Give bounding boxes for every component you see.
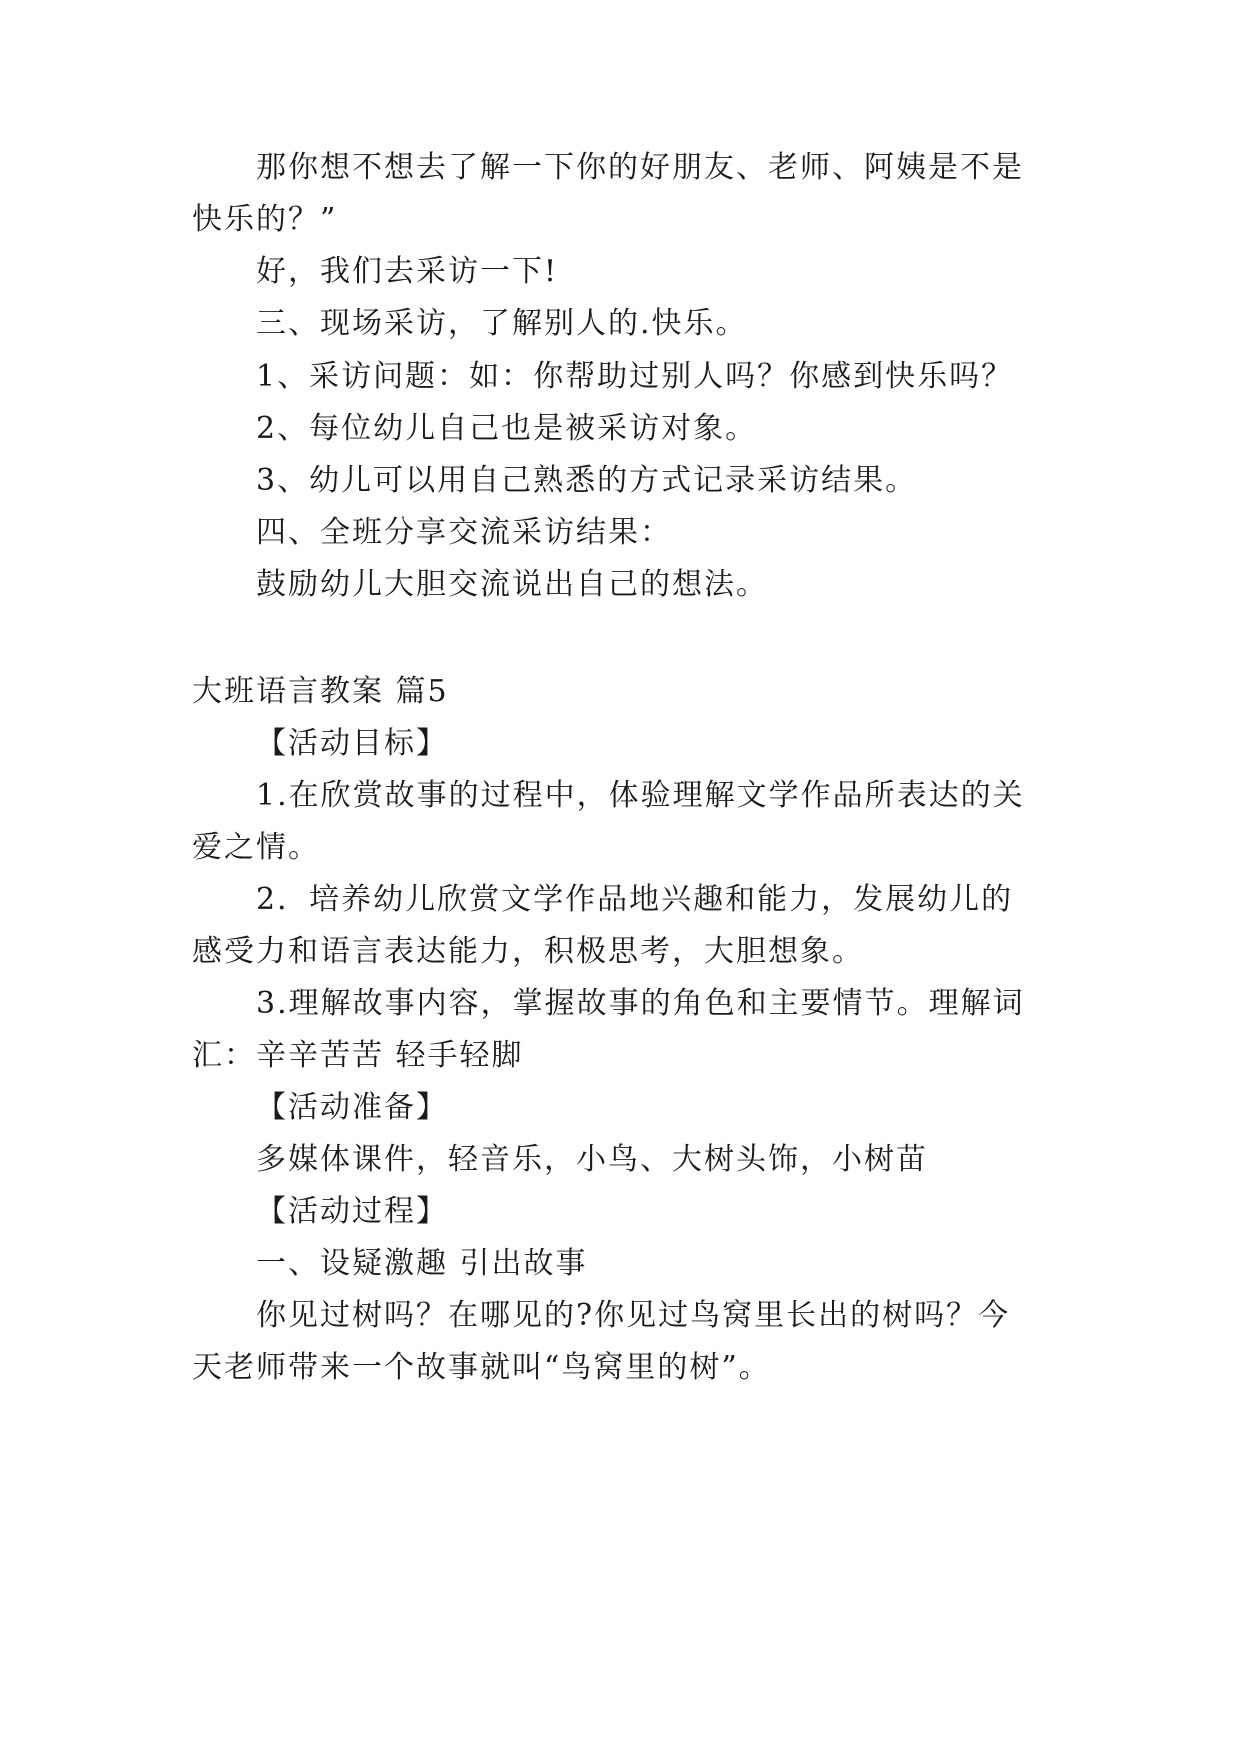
section-heading: 三、现场采访，了解别人的.快乐。 [256,306,748,341]
lesson-title: 大班语言教案 篇5 [192,674,449,709]
paragraph-line: 你见过树吗？在哪见的?你见过鸟窝里长出的树吗？今 [256,1298,1011,1333]
section-heading: 【活动准备】 [256,1090,448,1125]
paragraph-line: 鼓励幼儿大胆交流说出自己的想法。 [256,567,768,602]
list-item: 2、每位幼儿自己也是被采访对象。 [256,411,758,446]
section-heading: 【活动目标】 [256,726,448,761]
paragraph-line: 好，我们去采访一下! [256,254,559,289]
list-item: 3.理解故事内容，掌握故事的角色和主要情节。理解词 [256,986,1025,1021]
section-heading: 四、全班分享交流采访结果： [256,515,672,550]
paragraph-line: 感受力和语言表达能力，积极思考，大胆想象。 [192,934,864,969]
section-heading: 一、设疑激趣 引出故事 [256,1246,588,1281]
paragraph-line: 汇：辛辛苦苦 轻手轻脚 [192,1038,524,1073]
list-item: 2．培养幼儿欣赏文学作品地兴趣和能力，发展幼儿的 [256,882,1014,917]
paragraph-line: 多媒体课件，轻音乐，小鸟、大树头饰，小树苗 [256,1142,928,1177]
list-item: 1.在欣赏故事的过程中，体验理解文学作品所表达的关 [256,778,1025,813]
paragraph-line: 天老师带来一个故事就叫“鸟窝里的树”。 [192,1350,771,1385]
paragraph-line: 爱之情。 [192,830,320,865]
list-item: 1、采访问题：如：你帮助过别人吗？你感到快乐吗？ [256,359,1014,394]
paragraph-line: 那你想不想去了解一下你的好朋友、老师、阿姨是不是 [256,150,1024,185]
section-heading: 【活动过程】 [256,1194,448,1229]
list-item: 3、幼儿可以用自己熟悉的方式记录采访结果。 [256,463,918,498]
paragraph-line: 快乐的？” [192,202,338,237]
